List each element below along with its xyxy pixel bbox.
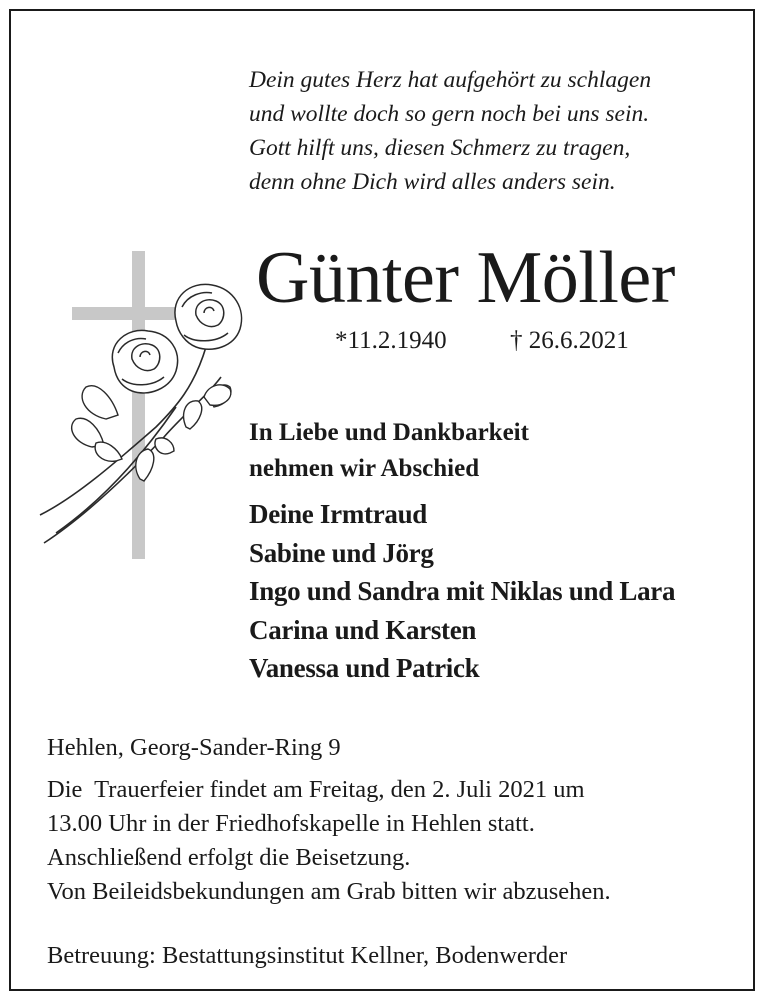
farewell-intro <box>249 415 749 487</box>
intro-line: nehmen wir Abschied <box>249 455 480 482</box>
family-line: Deine Irmtraud <box>249 499 428 529</box>
service-line: Die Trauerfeier findet am Freitag, den 2. Juli 2021 um <box>47 776 585 803</box>
family-line: Vanessa und Patrick <box>249 653 480 683</box>
deceased-name: Günter Möller <box>256 237 675 319</box>
death-date: † 26.6.2021 <box>510 327 629 354</box>
poem <box>249 63 729 199</box>
intro-line: In Liebe und Dankbarkeit <box>249 419 529 446</box>
funeral-service-info <box>47 773 747 909</box>
poem-line: denn ohne Dich wird alles anders sein. <box>249 169 616 195</box>
address: Hehlen, Georg-Sander-Ring 9 <box>47 734 341 761</box>
funeral-home: Betreuung: Bestattungsinstitut Kellner, Bodenwerder <box>47 942 568 969</box>
birth-date: *11.2.1940 <box>335 327 447 354</box>
service-line: 13.00 Uhr in der Friedhofskapelle in Hehlen statt. <box>47 810 535 837</box>
family-list <box>249 495 759 688</box>
family-line: Carina und Karsten <box>249 614 477 645</box>
poem-line: Gott hilft uns, diesen Schmerz zu tragen, <box>249 135 631 161</box>
cross-with-roses-icon <box>36 247 256 567</box>
family-line: Sabine und Jörg <box>249 537 434 568</box>
life-dates <box>335 324 695 358</box>
service-line: Anschließend erfolgt die Beisetzung. <box>47 844 411 871</box>
service-line: Von Beileidsbekundungen am Grab bitten wir abzusehen. <box>47 878 611 905</box>
obituary-frame <box>9 9 755 991</box>
poem-line: Dein gutes Herz hat aufgehört zu schlagen <box>249 67 652 93</box>
poem-line: und wollte doch so gern noch bei uns sein. <box>249 101 650 127</box>
family-line: Ingo und Sandra mit Niklas und Lara <box>249 576 676 606</box>
